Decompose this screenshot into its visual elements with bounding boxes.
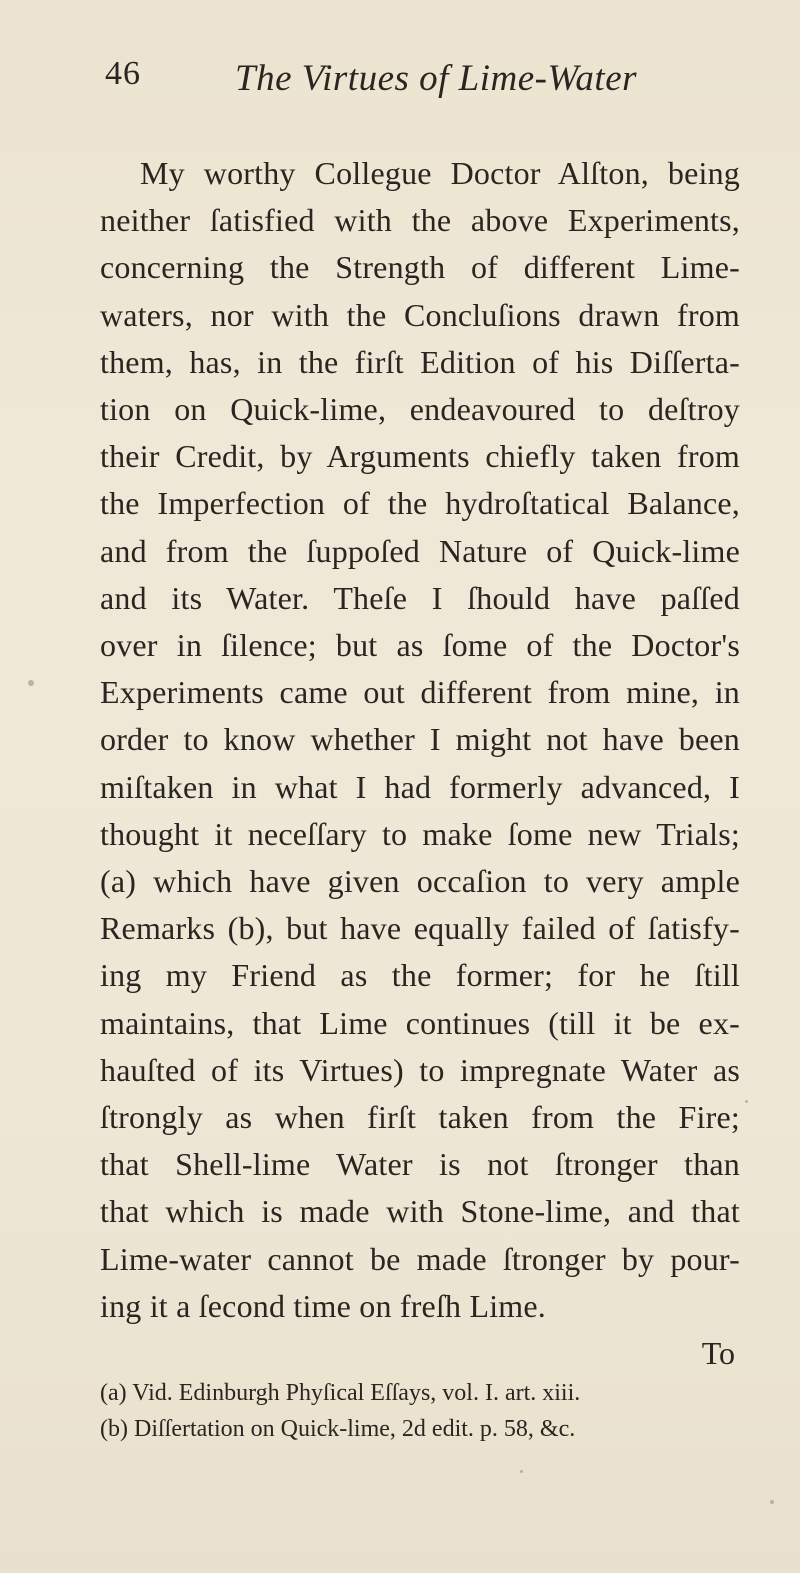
paper-speck	[745, 1100, 748, 1103]
footnotes	[100, 1375, 750, 1447]
text-line: that Shell-lime Water is not ſtronger than	[100, 1146, 740, 1183]
paper-speck	[770, 1500, 774, 1504]
body-paragraph	[100, 150, 740, 1330]
text-line: neither ſatisfied with the above Experiments,	[100, 202, 740, 239]
text-line: and from the ſuppoſed Nature of Quick-lime	[100, 532, 740, 569]
text-line: ſtrongly as when firſt taken from the Fire;	[100, 1099, 740, 1136]
text-line: (a) which have given occaſion to very ample	[100, 863, 740, 900]
text-line: miſtaken in what I had formerly advanced, I	[100, 768, 740, 805]
footnote-b: (b) Diſſertation on Quick-lime, 2d edit. p. 58, &c.	[100, 1416, 576, 1442]
paper-speck	[520, 1470, 523, 1473]
text-line: Experiments came out different from mine, in	[100, 674, 740, 711]
text-line: over in ſilence; but as ſome of the Doctor's	[100, 627, 740, 664]
text-line: them, has, in the firſt Edition of his Diſſerta-	[100, 343, 740, 380]
text-line: and its Water. Theſe I ſhould have paſſed	[100, 579, 740, 616]
text-line: waters, nor with the Concluſions drawn from	[100, 296, 740, 333]
text-line: maintains, that Lime continues (till it be ex-	[100, 1004, 740, 1041]
text-line: that which is made with Stone-lime, and that	[100, 1193, 740, 1230]
page-header	[105, 55, 740, 105]
text-line: My worthy Collegue Doctor Alſton, being	[140, 155, 740, 191]
text-line: ing it a ſecond time on freſh Lime.	[100, 1287, 546, 1324]
footnote-a: (a) Vid. Edinburgh Phyſical Eſſays, vol. I. art. xiii.	[100, 1380, 581, 1406]
text-line: Remarks (b), but have equally failed of ſatisfy-	[100, 910, 740, 947]
text-line: the Imperfection of the hydroſtatical Balance,	[100, 485, 740, 522]
running-head: The Virtues of Lime-Water	[235, 58, 638, 99]
page-number: 46	[105, 55, 141, 92]
text-line: concerning the Strength of different Lime-	[100, 249, 740, 286]
text-line: order to know whether I might not have been	[100, 721, 740, 758]
text-line: hauſted of its Virtues) to impregnate Water as	[100, 1051, 740, 1088]
text-line: their Credit, by Arguments chiefly taken from	[100, 438, 740, 475]
text-line: tion on Quick-lime, endeavoured to deſtroy	[100, 391, 740, 428]
text-line: thought it neceſſary to make ſome new Trials;	[100, 815, 740, 852]
text-line: ing my Friend as the former; for he ſtill	[100, 957, 740, 994]
paper-speck	[28, 680, 34, 686]
catchword: To	[701, 1335, 735, 1371]
text-line: Lime-water cannot be made ſtronger by pour-	[100, 1240, 740, 1277]
